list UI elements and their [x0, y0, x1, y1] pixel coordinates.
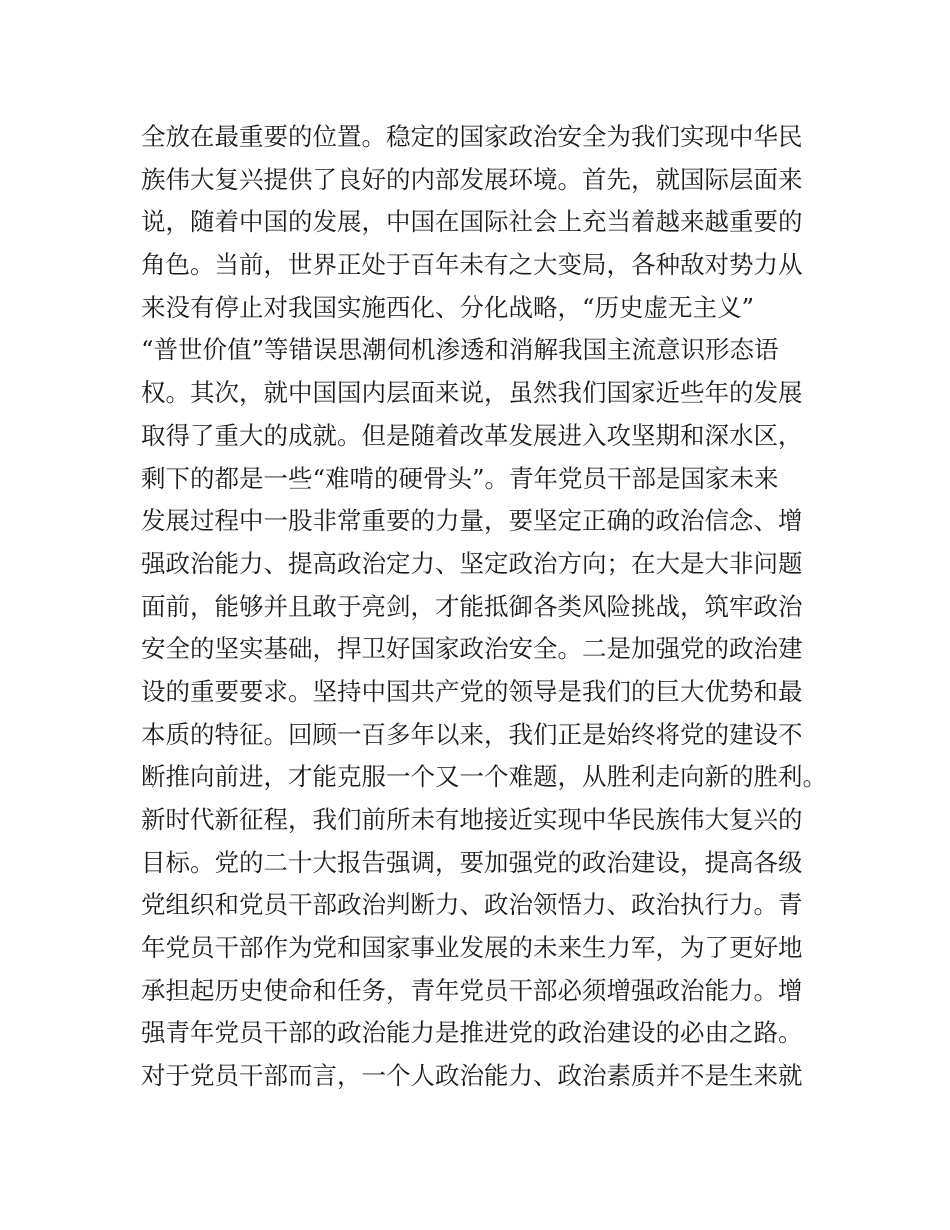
text-line: 来没有停止对我国实施西化、分化战略，“历史虚无主义”	[141, 292, 755, 322]
text-line: 发展过程中一股非常重要的力量，要坚定正确的政治信念、增	[141, 506, 803, 536]
text-line: 目标。党的二十大报告强调，要加强党的政治建设，提高各级	[141, 847, 803, 877]
text-line: 角色。当前，世界正处于百年未有之大变局，各种敌对势力从	[141, 250, 803, 280]
text-line: 强政治能力、提高政治定力、坚定政治方向；在大是大非问题	[141, 548, 803, 578]
text-line: 说，随着中国的发展，中国在国际社会上充当着越来越重要的	[141, 207, 803, 237]
text-line: 本质的特征。回顾一百多年以来，我们正是始终将党的建设不	[141, 719, 803, 749]
body-text	[141, 116, 841, 1098]
text-line: 年党员干部作为党和国家事业发展的未来生力军，为了更好地	[141, 933, 803, 963]
text-line: “普世价值”等错误思潮伺机渗透和消解我国主流意识形态语	[141, 335, 779, 365]
text-line: 权。其次，就中国国内层面来说，虽然我们国家近些年的发展	[141, 378, 803, 408]
text-line: 安全的坚实基础，捍卫好国家政治安全。二是加强党的政治建	[141, 634, 803, 664]
text-line: 全放在最重要的位置。稳定的国家政治安全为我们实现中华民	[141, 122, 803, 151]
text-line: 党组织和党员干部政治判断力、政治领悟力、政治执行力。青	[141, 890, 803, 920]
text-line: 设的重要要求。坚持中国共产党的领导是我们的巨大优势和最	[141, 676, 803, 706]
text-line: 断推向前进，才能克服一个又一个难题，从胜利走向新的胜利。	[141, 762, 827, 792]
text-line: 强青年党员干部的政治能力是推进党的政治建设的必由之路。	[141, 1018, 803, 1048]
text-line: 新时代新征程，我们前所未有地接近实现中华民族伟大复兴的	[141, 805, 803, 834]
text-line: 族伟大复兴提供了良好的内部发展环境。首先，就国际层面来	[141, 164, 803, 194]
text-line: 取得了重大的成就。但是随着改革发展进入攻坚期和深水区，	[141, 420, 803, 450]
text-line: 承担起历史使命和任务，青年党员干部必须增强政治能力。增	[141, 975, 803, 1005]
text-line: 剩下的都是一些“难啃的硬骨头”。青年党员干部是国家未来	[141, 463, 779, 493]
text-line: 面前，能够并且敢于亮剑，才能抵御各类风险挑战，筑牢政治	[141, 591, 803, 621]
text-line: 对于党员干部而言，一个人政治能力、政治素质并不是生来就	[141, 1061, 803, 1091]
